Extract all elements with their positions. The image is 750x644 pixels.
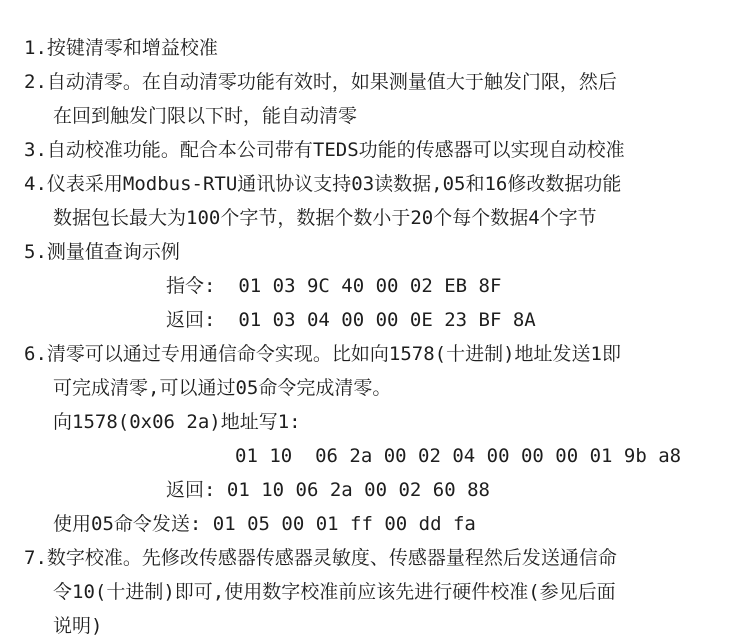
item-6-line-1: 6.清零可以通过专用通信命令实现。比如向1578(十进制)地址发送1即 (24, 343, 621, 365)
write-response-line: 返回: 01 10 06 2a 00 02 60 88 (166, 479, 490, 501)
query-command-line: 指令: 01 03 9C 40 00 02 EB 8F (166, 275, 502, 297)
item-5-line: 5.测量值查询示例 (24, 241, 180, 263)
item-6-line-2: 可完成清零,可以通过05命令完成清零。 (53, 377, 392, 399)
cmd05-line: 使用05命令发送: 01 05 00 01 ff 00 dd fa (53, 513, 476, 535)
item-7-line-3: 说明) (53, 615, 103, 637)
item-2-line-1: 2.自动清零。在自动清零功能有效时，如果测量值大于触发门限，然后 (24, 71, 617, 93)
item-7-line-1: 7.数字校准。先修改传感器传感器灵敏度、传感器量程然后发送通信命 (24, 547, 617, 569)
query-response-line: 返回: 01 03 04 00 00 0E 23 BF 8A (166, 309, 536, 331)
write-command-line: 01 10 06 2a 00 02 04 00 00 00 01 9b a8 (235, 445, 682, 467)
item-7-line-2: 令10(十进制)即可,使用数字校准前应该先进行硬件校准(参见后面 (53, 581, 616, 603)
write-address-line: 向1578(0x06 2a)地址写1: (53, 411, 301, 433)
item-4-line-2: 数据包长最大为100个字节，数据个数小于20个每个数据4个字节 (53, 207, 597, 229)
item-2-line-2: 在回到触发门限以下时，能自动清零 (53, 105, 358, 127)
item-1-line: 1.按键清零和增益校准 (24, 37, 218, 59)
item-4-line-1: 4.仪表采用Modbus-RTU通讯协议支持03读数据,05和16修改数据功能 (24, 173, 622, 195)
item-3-line: 3.自动校准功能。配合本公司带有TEDS功能的传感器可以实现自动校准 (24, 139, 625, 161)
